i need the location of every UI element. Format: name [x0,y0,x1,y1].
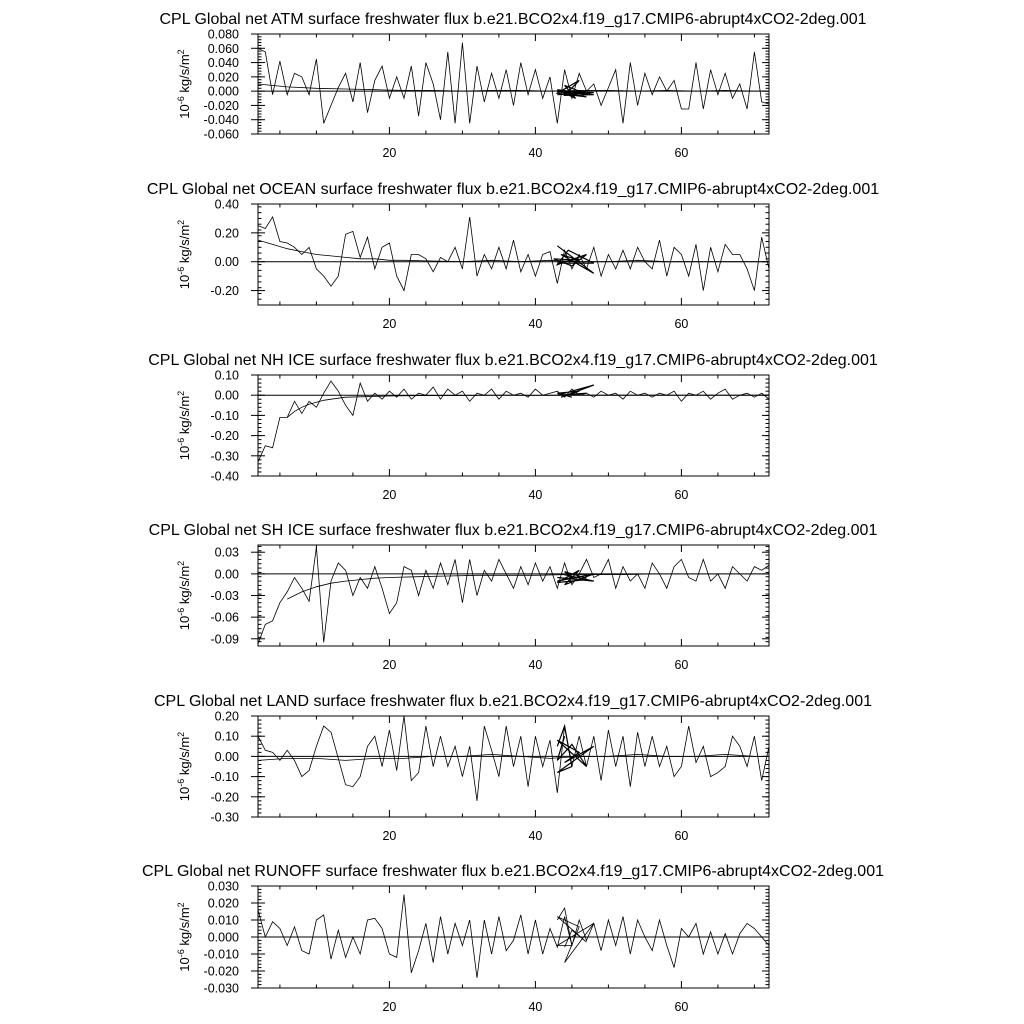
x-tick-label: 20 [382,1000,397,1014]
y-axis-label-exp1: -6 [176,949,186,958]
y-tick-label: -0.030 [203,981,239,996]
y-tick-label: -0.020 [203,98,239,113]
y-tick-label: 0.40 [214,197,239,212]
smoothed-series-line [258,754,769,760]
panel-title: CPL Global net RUNOFF surface freshwater flux b.e21.BCO2x4.f19_g17.CMIP6-abrupt4xCO2-2deg.001 [142,863,884,880]
y-axis-label [176,561,192,630]
y-tick-label: 0.10 [214,729,239,744]
overlay-series-line [557,570,594,584]
y-axis-label-pre: 10 [177,104,192,119]
land-panel [154,693,872,843]
y-axis-label-exp2: 2 [176,560,186,566]
runoff-panel [142,863,884,1014]
y-tick-label: -0.03 [210,589,239,603]
y-tick-label: 0.00 [214,255,239,270]
y-tick-label: -0.040 [203,113,239,128]
y-axis-label-mid: kg/s/m [177,395,192,438]
y-axis-label [176,220,192,289]
plot-frame [258,204,769,305]
y-tick-label: 0.00 [214,749,239,764]
y-axis-label-pre: 10 [177,615,192,631]
y-tick-label: 0.20 [214,709,239,724]
nh-ice-panel [148,352,878,502]
y-axis-label-exp2: 2 [176,902,186,908]
y-tick-label: 0.060 [207,41,239,56]
y-axis-label-mid: kg/s/m [177,54,192,97]
y-tick-label: 0.20 [214,226,239,241]
y-tick-label: 0.000 [207,930,239,945]
y-tick-label: -0.10 [210,408,239,423]
annual-series-line [258,547,769,644]
x-tick-label: 60 [674,146,689,160]
x-tick-label: 40 [528,488,543,502]
overlay-series-line [557,726,594,773]
y-axis-label [176,902,192,971]
x-tick-label: 40 [528,317,543,331]
y-axis-label-exp2: 2 [176,219,186,225]
y-tick-label: -0.10 [210,770,239,785]
y-tick-label: 0.010 [207,913,239,928]
smoothed-series-line [258,240,769,262]
y-tick-label: 0.020 [207,70,239,85]
y-tick-label: 0.00 [214,567,239,582]
y-axis-label [176,391,192,460]
y-axis-label [176,49,192,118]
y-axis-label-pre: 10 [177,786,192,802]
y-axis-label-exp1: -6 [176,778,186,787]
y-tick-label: -0.20 [210,790,239,805]
y-tick-label: 0.000 [207,84,239,99]
y-tick-label: -0.010 [203,947,239,962]
y-axis-label-mid: kg/s/m [177,736,192,779]
y-axis-label-exp2: 2 [176,731,186,737]
y-axis-label-exp1: -6 [176,437,186,446]
y-axis-label-mid: kg/s/m [177,565,192,608]
annual-series-line [258,43,769,124]
y-tick-label: 0.03 [214,545,239,560]
y-axis-label-pre: 10 [177,274,192,290]
y-axis-label [176,732,192,801]
x-tick-label: 60 [674,829,689,843]
annual-series-line [258,895,769,978]
panel-title: CPL Global net NH ICE surface freshwater flux b.e21.BCO2x4.f19_g17.CMIP6-abrupt4xCO2-2deg.001 [148,352,878,369]
x-tick-label: 20 [382,658,397,672]
panel-title: CPL Global net OCEAN surface freshwater flux b.e21.BCO2x4.f19_g17.CMIP6-abrupt4xCO2-2deg.001 [146,181,880,198]
y-tick-label: -0.20 [210,429,239,444]
annual-series-line [258,217,769,291]
y-axis-label-pre: 10 [177,957,192,972]
panel-title: CPL Global net SH ICE surface freshwater flux b.e21.BCO2x4.f19_g17.CMIP6-abrupt4xCO2-2deg.001 [148,522,878,539]
annual-series-line [258,716,769,801]
x-tick-label: 60 [674,658,689,672]
ocean-panel [147,181,879,331]
y-axis-label-mid: kg/s/m [177,224,192,267]
sh-ice-panel [149,522,878,672]
y-tick-label: -0.06 [210,610,239,625]
y-tick-label: -0.060 [203,127,239,142]
y-tick-label: 0.040 [207,56,239,71]
x-tick-label: 60 [674,317,689,331]
atm-panel [159,11,866,160]
y-tick-label: 0.080 [207,27,239,42]
panel-title: CPL Global net LAND surface freshwater flux b.e21.BCO2x4.f19_g17.CMIP6-abrupt4xCO2-2deg.001 [153,693,873,710]
x-tick-label: 20 [382,146,397,160]
y-axis-label-exp2: 2 [176,49,186,55]
x-tick-label: 40 [528,146,543,160]
y-tick-label: -0.30 [210,810,239,825]
plot-frame [258,545,769,646]
x-tick-label: 40 [528,1000,543,1014]
x-tick-label: 20 [382,829,397,843]
y-tick-label: -0.020 [203,964,239,979]
y-axis-label-pre: 10 [177,445,192,461]
x-tick-label: 60 [674,1000,689,1014]
overlay-series-line [554,246,594,273]
y-tick-label: 0.10 [214,368,239,383]
x-tick-label: 60 [674,488,689,502]
y-tick-label: -0.40 [210,469,239,484]
y-axis-label-exp2: 2 [176,390,186,396]
panel-title: CPL Global net ATM surface freshwater flux b.e21.BCO2x4.f19_g17.CMIP6-abrupt4xCO2-2deg.001 [159,11,867,28]
y-axis-label-exp1: -6 [176,266,186,275]
x-tick-label: 20 [382,317,397,331]
x-tick-label: 40 [528,658,543,672]
x-tick-label: 20 [382,488,397,502]
x-tick-label: 40 [528,829,543,843]
y-tick-label: -0.09 [210,632,239,647]
y-axis-label-exp1: -6 [176,96,186,105]
y-tick-label: -0.20 [210,284,239,299]
smoothed-series-line [287,395,769,417]
annual-series-line [258,381,769,462]
y-tick-label: 0.030 [207,879,239,894]
y-tick-label: 0.020 [207,896,239,911]
y-axis-label-exp1: -6 [176,607,186,616]
y-axis-label-mid: kg/s/m [177,907,192,950]
y-tick-label: 0.00 [214,388,239,403]
y-tick-label: -0.30 [210,449,239,464]
plot-frame [258,375,769,476]
